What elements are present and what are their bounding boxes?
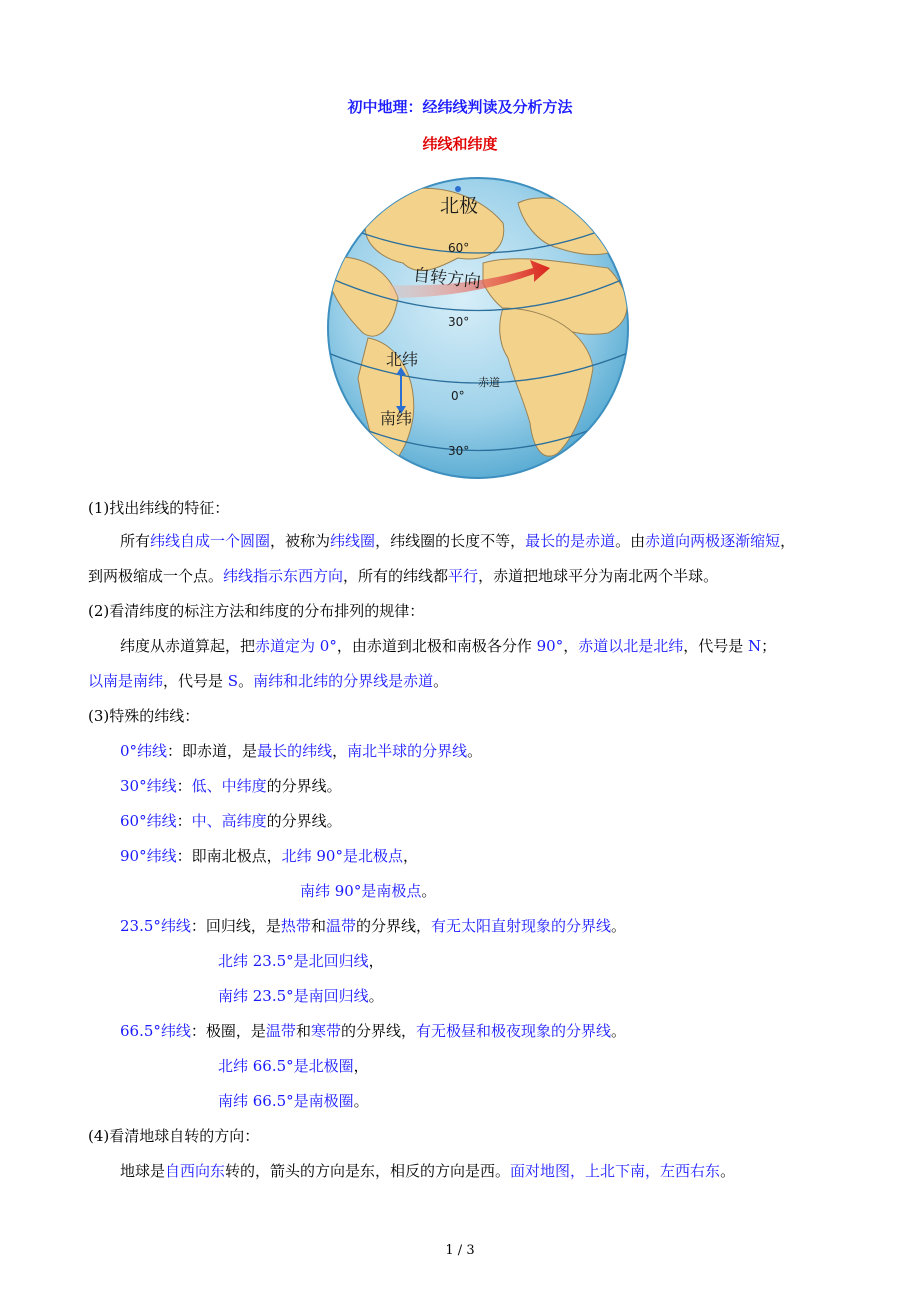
- section-4-heading: (4)看清地球自转的方向：: [88, 1127, 260, 1145]
- page-number: 1 / 3: [445, 1243, 475, 1258]
- arctic-circle-item: 北纬 66.5°是北极圈，: [218, 1057, 369, 1075]
- section-1-paragraph-line1: 所有纬线自成一个圆圈，被称为纬线圈，纬线圈的长度不等，最长的是赤道。由赤道向两极逐渐缩短，: [120, 532, 796, 550]
- lat-23-5-item: 23.5°纬线：回归线，是热带和温带的分界线，有无太阳直射现象的分界线。: [120, 917, 627, 935]
- lat-90-south-item: 南纬 90°是南极点。: [300, 882, 437, 900]
- equator-label: 赤道: [478, 376, 500, 389]
- lat-60-label: 60°: [448, 241, 470, 255]
- lat-66-5-item: 66.5°纬线：极圈，是温带和寒带的分界线，有无极昼和极夜现象的分界线。: [120, 1022, 627, 1040]
- rotation-label: 自转方向: [412, 265, 482, 293]
- lat-30-item: 30°纬线：低、中纬度的分界线。: [120, 777, 342, 795]
- section-title: 纬线和纬度: [422, 135, 498, 153]
- tropic-of-capricorn-item: 南纬 23.5°是南回归线。: [218, 987, 384, 1005]
- lat-30n-label: 30°: [448, 315, 470, 329]
- section-2-heading: (2)看清纬度的标注方法和纬度的分布排列的规律：: [88, 602, 425, 620]
- antarctic-circle-item: 南纬 66.5°是南极圈。: [218, 1092, 369, 1110]
- tropic-of-cancer-item: 北纬 23.5°是北回归线，: [218, 952, 384, 970]
- section-1-paragraph-line2: 到两极缩成一个点。纬线指示东西方向，所有的纬线都平行，赤道把地球平分为南北两个半球。: [88, 567, 719, 585]
- section-3-heading: (3)特殊的纬线：: [88, 707, 200, 725]
- south-lat-label: 南纬: [380, 409, 413, 428]
- lat-30s-label: 30°: [448, 444, 470, 458]
- north-pole-label: 北极: [440, 195, 479, 217]
- doc-title: 初中地理：经纬线判读及分析方法: [347, 98, 573, 116]
- section-2-paragraph-line2: 以南是南纬，代号是 S。南纬和北纬的分界线是赤道。: [88, 672, 449, 690]
- north-lat-label: 北纬: [386, 350, 419, 369]
- globe-illustration: [308, 168, 663, 480]
- lat-60-item: 60°纬线：中、高纬度的分界线。: [120, 812, 342, 830]
- lat-0-item: 0°纬线：即赤道，是最长的纬线，南北半球的分界线。: [120, 742, 483, 760]
- lat-90-item: 90°纬线：即南北极点，北纬 90°是北极点，: [120, 847, 418, 865]
- lat-0-label: 0°: [451, 389, 465, 403]
- section-2-paragraph-line1: 纬度从赤道算起，把赤道定为 0°，由赤道到北极和南极各分作 90°，赤道以北是北纬，代号是 N；: [120, 637, 777, 655]
- section-4-paragraph: 地球是自西向东转的，箭头的方向是东，相反的方向是西。面对地图，上北下南，左西右东。: [120, 1162, 736, 1180]
- section-1-heading: (1)找出纬线的特征：: [88, 499, 230, 517]
